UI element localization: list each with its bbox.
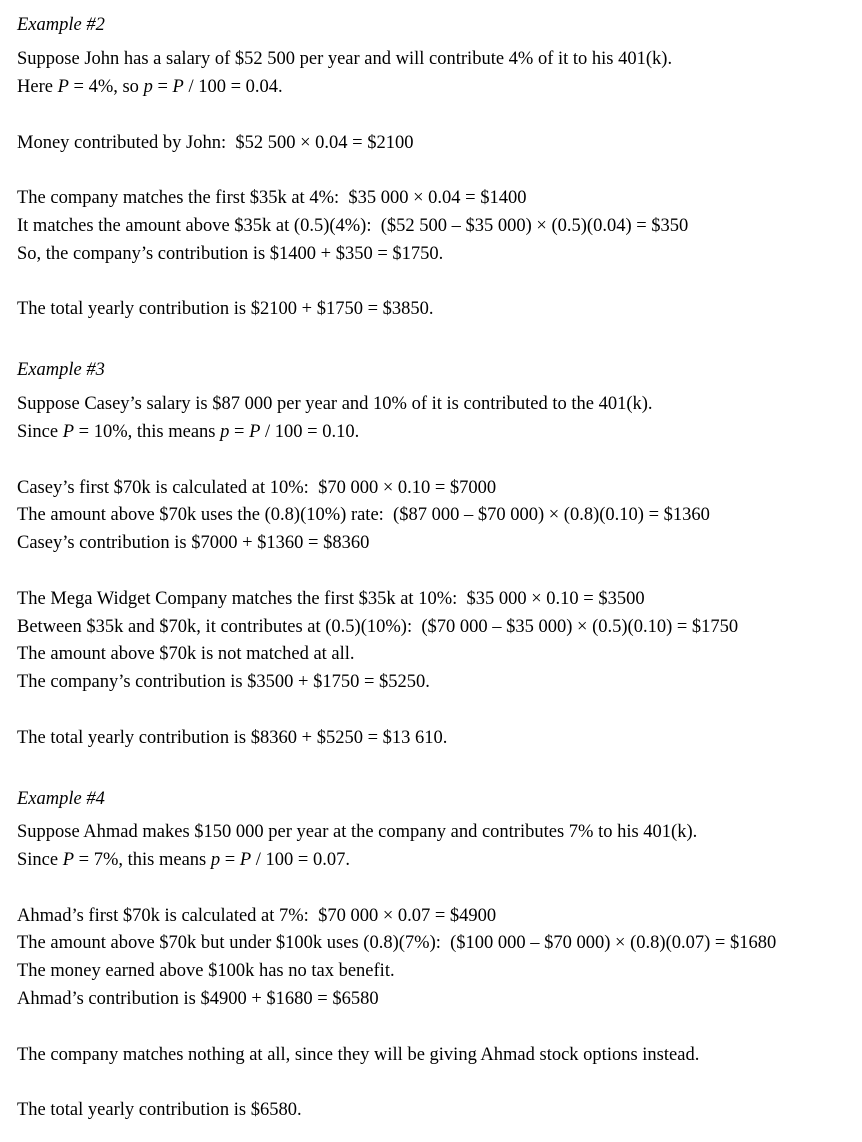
example-3-line-9: The company’s contribution is $3500 + $1750 = $5250. [17, 672, 430, 692]
example-3-line-1: Suppose Casey’s salary is $87 000 per year and 10% of it is contributed to the 401(k). [17, 394, 653, 414]
example-3-line-3: Casey’s first $70k is calculated at 10%: $70 000 × 0.10 = $7000 [17, 478, 497, 498]
example-4-formula: Since P = 7%, this means p = P / 100 = 0.07. [17, 850, 350, 870]
example-3-line-5: Casey’s contribution is $7000 + $1360 = $8360 [17, 533, 370, 553]
example-2-heading: Example #2 [17, 15, 105, 35]
example-4-line-1: Suppose Ahmad makes $150 000 per year at the company and contributes 7% to his 401(k). [17, 822, 698, 842]
example-3-heading: Example #3 [17, 360, 105, 380]
example-4-line-6: Ahmad’s contribution is $4900 + $1680 = $6580 [17, 989, 379, 1009]
example-2-total: The total yearly contribution is $2100 + $1750 = $3850. [17, 299, 434, 319]
example-3-total: The total yearly contribution is $8360 + $5250 = $13 610. [17, 728, 448, 748]
example-3-line-6: The Mega Widget Company matches the first $35k at 10%: $35 000 × 0.10 = $3500 [17, 589, 645, 609]
example-2-line-5: It matches the amount above $35k at (0.5)(4%): ($52 500 – $35 000) × (0.5)(0.04) = $350 [17, 216, 689, 236]
example-4-line-3: Ahmad’s first $70k is calculated at 7%: $70 000 × 0.07 = $4900 [17, 906, 497, 926]
example-2-line-6: So, the company’s contribution is $1400 + $350 = $1750. [17, 244, 444, 264]
example-4-line-4: The amount above $70k but under $100k uses (0.8)(7%): ($100 000 – $70 000) × (0.8)(0.07) = $1680 [17, 933, 777, 953]
example-2-line-3: Money contributed by John: $52 500 × 0.04 = $2100 [17, 133, 414, 153]
example-2-line-4: The company matches the first $35k at 4%: $35 000 × 0.04 = $1400 [17, 188, 527, 208]
example-2-formula: Here P = 4%, so p = P / 100 = 0.04. [17, 77, 283, 97]
example-4-line-5: The money earned above $100k has no tax benefit. [17, 961, 395, 981]
example-3-line-7: Between $35k and $70k, it contributes at (0.5)(10%): ($70 000 – $35 000) × (0.5)(0.10) = $1750 [17, 617, 739, 637]
example-3-formula: Since P = 10%, this means p = P / 100 = 0.10. [17, 422, 360, 442]
example-4-heading: Example #4 [17, 789, 105, 809]
example-4-total: The total yearly contribution is $6580. [17, 1100, 302, 1120]
example-3-line-4: The amount above $70k uses the (0.8)(10%) rate: ($87 000 – $70 000) × (0.8)(0.10) = $1360 [17, 505, 710, 525]
example-4-line-7: The company matches nothing at all, since they will be giving Ahmad stock options instead. [17, 1045, 700, 1065]
example-3-line-8: The amount above $70k is not matched at all. [17, 644, 355, 664]
example-2-line-1: Suppose John has a salary of $52 500 per year and will contribute 4% of it to his 401(k). [17, 49, 673, 69]
